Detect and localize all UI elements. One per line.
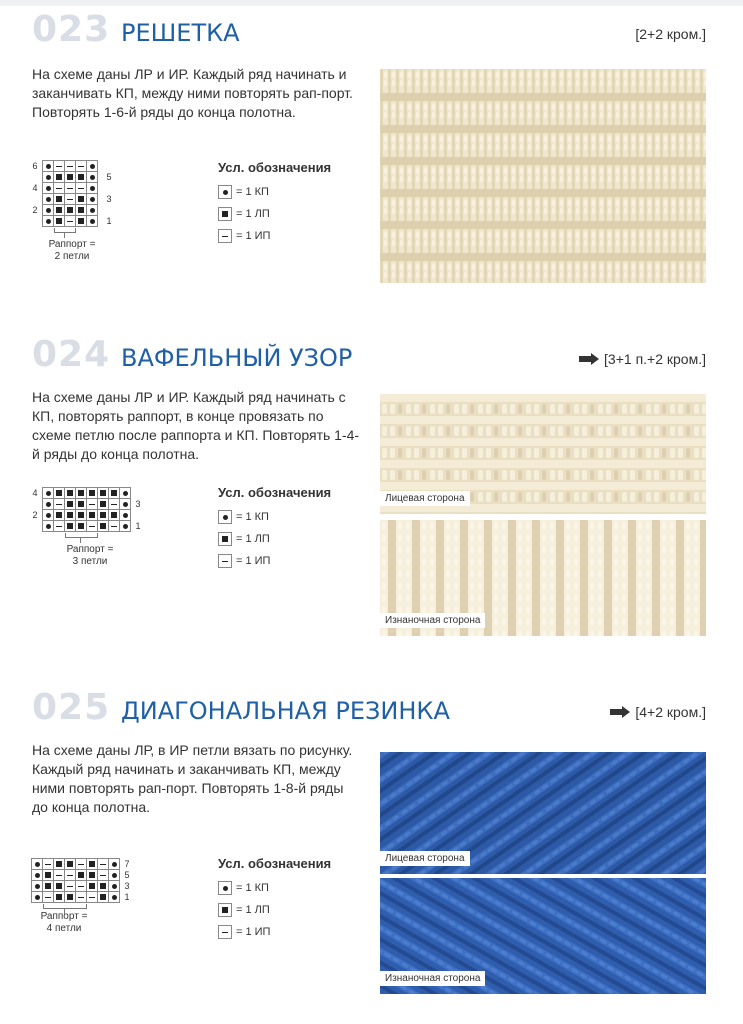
- legend-item-kp: = 1 КП: [218, 881, 331, 895]
- purl-stitch-symbol-icon: [218, 229, 232, 243]
- rapport-bracket: [43, 904, 87, 909]
- chart-grid: [42, 487, 131, 532]
- row-number: 5: [124, 870, 130, 880]
- pattern-number: 024: [32, 334, 111, 375]
- arrow-right-icon: [610, 706, 630, 718]
- knit-sample-photo-front: [380, 394, 706, 514]
- row-number: 2: [32, 205, 38, 215]
- row-number: 3: [106, 194, 112, 204]
- knit-edge-symbol-icon: [218, 510, 232, 524]
- legend-item-kp: = 1 КП: [218, 185, 331, 199]
- chart-grid: [31, 858, 120, 903]
- row-number: 3: [135, 499, 141, 509]
- pattern-number: 023: [32, 9, 111, 50]
- rapport-label: Раппорт = 4 петли: [40, 911, 88, 934]
- top-bar: [0, 0, 743, 6]
- photo-caption: Изнаночная сторона: [380, 613, 485, 628]
- pattern-description: На схеме даны ЛР, в ИР петли вязать по рисунку. Каждый ряд начинать и заканчивать КП, между ними повторять рап-порт. Повторять 1-8-й ряды до конца полотна.: [32, 742, 353, 815]
- row-number: 2: [32, 510, 38, 520]
- knit-edge-symbol-icon: [218, 881, 232, 895]
- legend: [218, 485, 331, 576]
- row-number: 1: [106, 216, 112, 226]
- photo-caption: Лицевая сторона: [380, 851, 470, 866]
- pattern-title: ДИАГОНАЛЬНАЯ РЕЗИНКА: [121, 697, 450, 725]
- photo-caption: Лицевая сторона: [380, 491, 470, 506]
- knit-sample-photo-back: [380, 878, 706, 994]
- legend-item-lp: = 1 ЛП: [218, 207, 331, 221]
- legend-item-ip: = 1 ИП: [218, 229, 331, 243]
- legend-title: Усл. обозначения: [218, 160, 332, 175]
- pattern-section-024: [0, 335, 743, 645]
- legend-title: Усл. обозначения: [218, 485, 332, 500]
- rapport-label: Раппорт = 2 петли: [48, 239, 96, 262]
- knit-stitch-symbol-icon: [218, 532, 232, 546]
- pattern-section-025: [0, 688, 743, 1018]
- legend-item-kp: = 1 КП: [218, 510, 331, 524]
- knit-sample-photo-front: [380, 752, 706, 874]
- photo-caption: Изнаночная сторона: [380, 971, 485, 986]
- knit-stitch-symbol-icon: [218, 903, 232, 917]
- pattern-title: ВАФЕЛЬНЫЙ УЗОР: [121, 344, 353, 372]
- rapport-bracket: [54, 228, 76, 233]
- row-number: 1: [124, 892, 130, 902]
- knit-stitch-symbol-icon: [218, 207, 232, 221]
- repeat-formula: [4+2 кром.]: [610, 704, 706, 720]
- purl-stitch-symbol-icon: [218, 925, 232, 939]
- row-number: 5: [106, 172, 112, 182]
- legend-title: Усл. обозначения: [218, 856, 332, 871]
- legend-item-lp: = 1 ЛП: [218, 532, 331, 546]
- pattern-description: На схеме даны ЛР и ИР. Каждый ряд начинать и заканчивать КП, между ними повторять рап-порт. Повторять 1-6-й ряды до конца полотна.: [32, 66, 353, 120]
- legend-item-lp: = 1 ЛП: [218, 903, 331, 917]
- row-number: 4: [32, 183, 38, 193]
- row-number: 6: [32, 161, 38, 171]
- pattern-section-023: [0, 10, 743, 310]
- row-number: 3: [124, 881, 130, 891]
- repeat-formula: [3+1 п.+2 кром.]: [579, 351, 706, 367]
- row-number: 4: [32, 488, 38, 498]
- pattern-number: 025: [32, 687, 111, 728]
- knit-edge-symbol-icon: [218, 185, 232, 199]
- row-number: 7: [124, 859, 130, 869]
- legend: [218, 160, 331, 251]
- knit-sample-photo-back: [380, 520, 706, 636]
- repeat-formula: [2+2 кром.]: [635, 26, 706, 42]
- pattern-title: РЕШЕТКА: [121, 19, 240, 47]
- purl-stitch-symbol-icon: [218, 554, 232, 568]
- pattern-description: На схеме даны ЛР и ИР. Каждый ряд начинать с КП, повторять раппорт, в конце провязать по схеме петлю после раппорта и КП. Повторять 1-4-й ряды до конца полотна.: [32, 389, 360, 462]
- legend: [218, 856, 331, 947]
- chart-grid: [42, 160, 98, 227]
- rapport-bracket: [65, 533, 98, 538]
- legend-item-ip: = 1 ИП: [218, 554, 331, 568]
- knit-sample-photo: [380, 69, 706, 283]
- legend-item-ip: = 1 ИП: [218, 925, 331, 939]
- row-number: 1: [135, 521, 141, 531]
- rapport-label: Раппорт = 3 петли: [66, 544, 114, 567]
- arrow-right-icon: [579, 353, 599, 365]
